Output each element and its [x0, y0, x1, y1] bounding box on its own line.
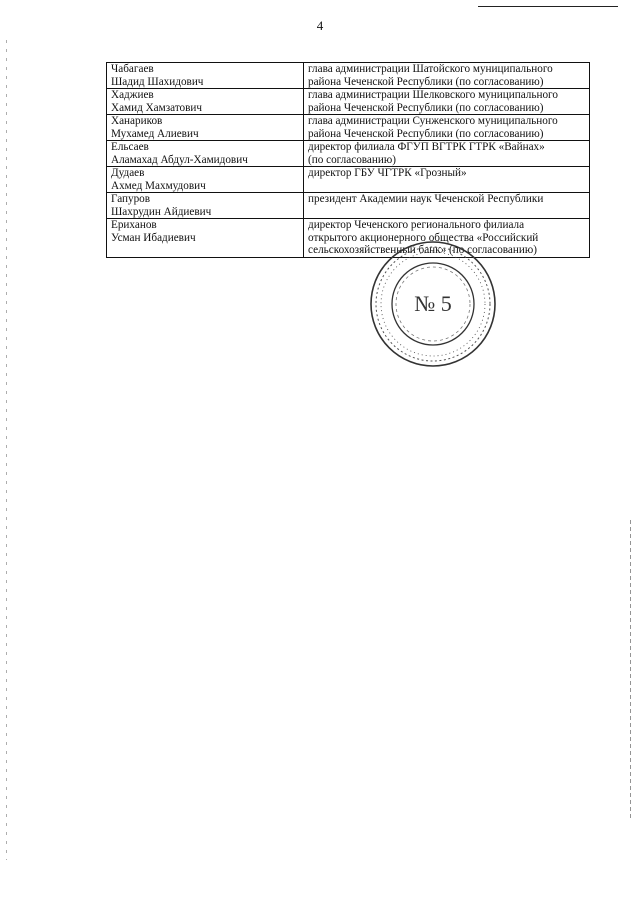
scan-edge-left: [6, 40, 7, 860]
member-name: Ханариков Мухамед Алиевич: [107, 115, 304, 141]
table-row: [107, 89, 590, 115]
member-name: Гапуров Шахрудин Айдиевич: [107, 193, 304, 219]
table-row: [107, 141, 590, 167]
table-row: [107, 167, 590, 193]
member-name: Дудаев Ахмед Махмудович: [107, 167, 304, 193]
member-position: глава администрации Сунженского муниципального района Чеченской Республики (по согласованию): [304, 115, 590, 141]
member-position: директор Чеченского регионального филиала открытого акционерного общества «Российский сельскохозяйственный банк» (по согласованию): [304, 219, 590, 258]
member-name: Чабагаев Шадид Шахидович: [107, 63, 304, 89]
member-position: директор ГБУ ЧГТРК «Грозный»: [304, 167, 590, 193]
table-row: [107, 193, 590, 219]
members-table: [106, 62, 590, 258]
table-row: [107, 219, 590, 258]
seal-number: № 5: [414, 291, 452, 316]
member-position: президент Академии наук Чеченской Республики: [304, 193, 590, 219]
page-number: 4: [316, 18, 324, 33]
member-position: глава администрации Шатойского муниципального района Чеченской Республики (по согласованию): [304, 63, 590, 89]
member-position: глава администрации Шелковского муниципального района Чеченской Республики (по согласованию): [304, 89, 590, 115]
member-name: Ериханов Усман Ибадиевич: [107, 219, 304, 258]
top-rule: [478, 6, 618, 7]
member-name: Хаджиев Хамид Хамзатович: [107, 89, 304, 115]
member-name: Ельсаев Аламахад Абдул-Хамидович: [107, 141, 304, 167]
member-position: директор филиала ФГУП ВГТРК ГТРК «Вайнах» (по согласованию): [304, 141, 590, 167]
scan-edge-right: [630, 520, 631, 820]
table-row: [107, 63, 590, 89]
table-row: [107, 115, 590, 141]
round-stamp-icon: [369, 240, 497, 368]
